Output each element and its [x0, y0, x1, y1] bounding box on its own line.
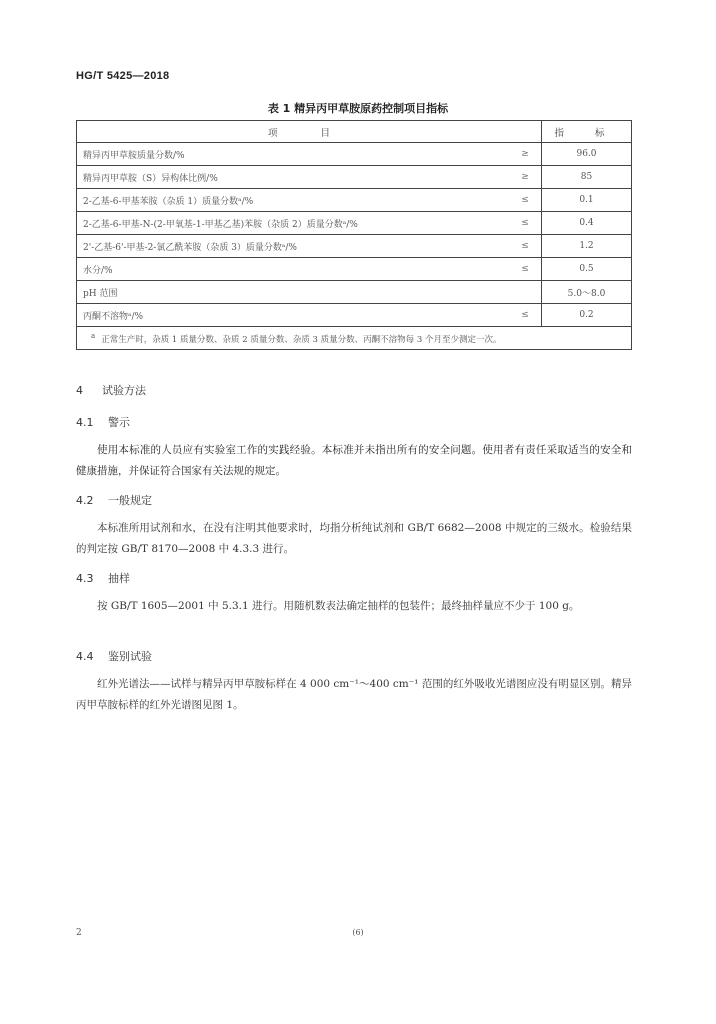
table-title: 表 1 精异丙甲草胺原药控制项目指标 — [267, 102, 449, 115]
row-item: 精异丙甲草胺（S）异构体比例/% — [77, 166, 510, 189]
row-item: pH 范围 — [77, 281, 510, 304]
section-4-heading — [76, 382, 146, 398]
section-title: 鉴别试验 — [108, 650, 152, 663]
section-4-1-text: 使用本标准的人员应有实验室工作的实践经验。本标准并未指出所有的安全问题。使用者有责任采取适当的安全和健康措施，并保证符合国家有关法规的规定。 — [76, 444, 632, 477]
section-4-3-text: 按 GB/T 1605—2001 中 5.3.1 进行。用随机数表法确定抽样的包装件；最终抽样量应不少于 100 g。 — [97, 600, 580, 612]
table-row — [77, 212, 632, 235]
row-value: 85 — [542, 166, 632, 189]
note-mark: a — [91, 331, 96, 340]
row-item: 2-乙基-6-甲基-N-(2-甲氧基-1-甲基乙基)苯胺（杂质 2）质量分数ᵃ/% — [77, 212, 510, 235]
row-operator: ≤ — [509, 189, 542, 212]
row-item: 精异丙甲草胺质量分数/% — [77, 143, 510, 166]
section-title: 试验方法 — [102, 384, 146, 397]
spec-table — [76, 120, 632, 350]
row-operator: ≥ — [509, 166, 542, 189]
col-header-value: 指 标 — [542, 121, 632, 143]
note-text: 正常生产时，杂质 1 质量分数、杂质 2 质量分数、杂质 3 质量分数、丙酮不溶物每 3 个月至少测定一次。 — [101, 334, 502, 345]
table-note-row — [77, 327, 632, 350]
row-item: 2'-乙基-6'-甲基-2-氯乙酰苯胺（杂质 3）质量分数ᵃ/% — [77, 235, 510, 258]
row-item: 水分/% — [77, 258, 510, 281]
row-value: 0.4 — [542, 212, 632, 235]
section-4-1-heading — [76, 414, 130, 430]
section-4-4-heading — [76, 648, 152, 664]
section-4-2-text: 本标准所用试剂和水，在没有注明其他要求时，均指分析纯试剂和 GB/T 6682—2008 中规定的三级水。检验结果的判定按 GB/T 8170—2008 中 4.3.3 进行。 — [76, 522, 632, 555]
section-number: 4.2 — [76, 494, 94, 507]
row-value: 1.2 — [542, 235, 632, 258]
table-row — [77, 258, 632, 281]
table-row — [77, 304, 632, 327]
section-number: 4.3 — [76, 572, 94, 585]
section-4-2-heading — [76, 492, 152, 508]
section-4-3-heading — [76, 570, 130, 586]
col-header-item: 项 目 — [77, 121, 542, 143]
section-number: 4.1 — [76, 416, 94, 429]
row-operator: ≤ — [509, 258, 542, 281]
table-note — [77, 327, 632, 350]
table-row — [77, 166, 632, 189]
section-number: 4 — [76, 384, 83, 397]
row-value: 0.2 — [542, 304, 632, 327]
table-row — [77, 235, 632, 258]
section-title: 一般规定 — [108, 494, 152, 507]
table-row — [77, 143, 632, 166]
row-value: 96.0 — [542, 143, 632, 166]
row-operator: ≤ — [509, 304, 542, 327]
page-number: 2 — [76, 928, 82, 938]
row-item: 2-乙基-6-甲基苯胺（杂质 1）质量分数ᵃ/% — [77, 189, 510, 212]
page-sequence: (6) — [352, 928, 364, 937]
row-operator: ≤ — [509, 235, 542, 258]
row-item: 丙酮不溶物ᵃ/% — [77, 304, 510, 327]
section-title: 抽样 — [108, 572, 130, 585]
row-value: 5.0～8.0 — [542, 281, 632, 304]
table-row — [77, 189, 632, 212]
section-4-4-text: 红外光谱法——试样与精异丙甲草胺标样在 4 000 cm⁻¹～400 cm⁻¹ 范围的红外吸收光谱图应没有明显区别。精异丙甲草胺标样的红外光谱图见图 1。 — [76, 678, 632, 711]
row-value: 0.5 — [542, 258, 632, 281]
row-operator — [509, 281, 542, 304]
table-row — [77, 281, 632, 304]
row-operator: ≤ — [509, 212, 542, 235]
section-number: 4.4 — [76, 650, 94, 663]
standard-code: HG/T 5425—2018 — [76, 70, 170, 82]
table-header-row — [77, 121, 632, 143]
section-title: 警示 — [108, 416, 130, 429]
row-value: 0.1 — [542, 189, 632, 212]
row-operator: ≥ — [509, 143, 542, 166]
